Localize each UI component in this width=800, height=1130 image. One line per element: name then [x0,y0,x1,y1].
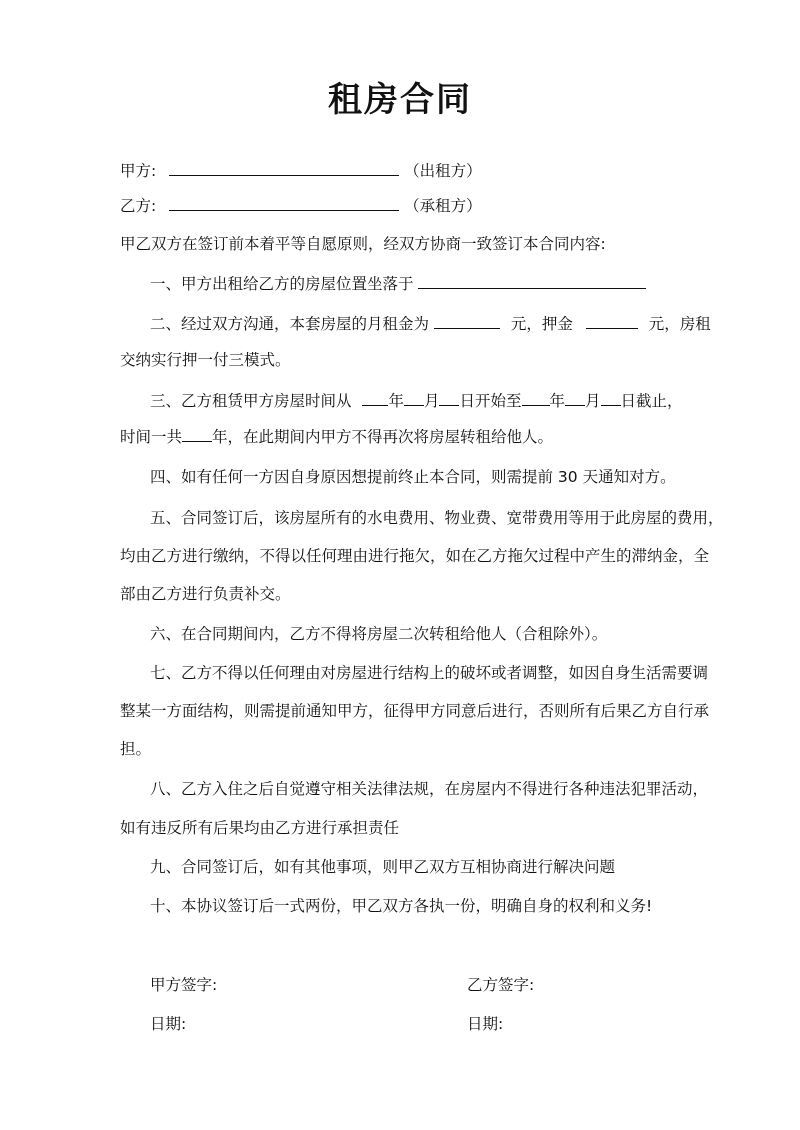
party-b-label: 乙方: [120,197,157,215]
party-a-blank [169,160,399,176]
party-b-role: （承租方） [404,197,482,215]
clause-6: 六、在合同期间内，乙方不得将房屋二次转租给他人（合租除外）。 [150,625,608,643]
clause-3-year2: 年 [549,392,566,410]
clause-3-year1: 年 [388,392,404,410]
intro-paragraph: 甲乙双方在签订前本着平等自愿原则，经双方协商一致签订本合同内容: [120,235,606,253]
clause-1-location-blank [418,273,646,289]
clause-2-part1: 二、经过双方沟通，本套房屋的月租金为 [150,315,430,333]
party-a-line [120,160,482,182]
clause-3-month2: 月 [585,392,601,410]
clause-8-line1: 八、乙方入住之后自觉遵守相关法律法规，在房屋内不得进行各种违法犯罪活动， [150,780,709,798]
clause-1 [150,273,646,295]
clause-9: 九、合同签订后，如有其他事项，则甲乙双方互相协商进行解决问题 [150,858,616,876]
clause-3-line2-part1: 时间一共 [120,428,183,446]
clause-5-line3: 部由乙方进行负责补交。 [120,585,291,603]
clause-1-text: 一、甲方出租给乙方的房屋位置坐落于 [150,275,414,293]
clause-2-deposit-blank [586,313,638,329]
clause-3 [150,390,683,412]
clause-3-day1: 日开始至 [459,392,522,410]
clause-5-line2: 均由乙方进行缴纳，不得以任何理由进行拖欠，如在乙方拖欠过程中产生的滞纳金，全 [120,547,710,565]
clause-3-line2 [120,426,553,448]
clause-3-line2-part2: 年，在此期间内甲方不得再次将房屋转租给他人。 [212,428,554,446]
clause-3-month1: 月 [423,392,440,410]
party-a-date-label: 日期: [150,1015,187,1033]
clause-7-line2: 整某一方面结构，则需提前通知甲方，征得甲方同意后进行，否则所有后果乙方自行承 [120,702,710,720]
clause-3-start-month-blank [404,390,424,406]
party-b-date-label: 日期: [467,1015,504,1033]
party-b-blank [169,195,399,211]
clause-4: 四、如有任何一方因自身原因想提前终止本合同，则需提前 30 天通知对方。 [150,468,676,486]
clause-2-part3: 元，房租 [648,315,711,333]
party-a-role: （出租方） [404,162,482,180]
clause-5-line1: 五、合同签订后，该房屋所有的水电费用、物业费、宽带费用等用于此房屋的费用， [150,509,724,527]
clause-3-part1: 三、乙方租赁甲方房屋时间从 [150,392,352,410]
clause-3-duration-blank [182,426,212,442]
clause-10: 十、本协议签订后一式两份，甲乙双方各执一份，明确自身的权利和义务! [150,897,653,915]
party-a-signature-label: 甲方签字: [150,976,218,994]
clause-8-line2: 如有违反所有后果均由乙方进行承担责任 [120,819,400,837]
party-b-line [120,195,482,217]
clause-3-end-day-blank [601,390,621,406]
clause-3-start-year-blank [362,390,388,406]
clause-3-start-day-blank [439,390,459,406]
clause-2-line2: 交纳实行押一付三模式。 [120,351,291,369]
clause-3-end-month-blank [565,390,585,406]
clause-7-line1: 七、乙方不得以任何理由对房屋进行结构上的破坏或者调整，如因自身生活需要调 [150,664,709,682]
document-title: 租房合同 [328,80,472,120]
clause-2-rent-blank [434,313,500,329]
clause-3-day2: 日截止， [620,392,683,410]
clause-2-part2: 元，押金 [510,315,573,333]
clause-3-end-year-blank [522,390,550,406]
clause-7-line3: 担。 [120,740,152,758]
party-b-signature-label: 乙方签字: [467,976,535,994]
clause-2 [150,313,711,335]
party-a-label: 甲方: [120,162,157,180]
